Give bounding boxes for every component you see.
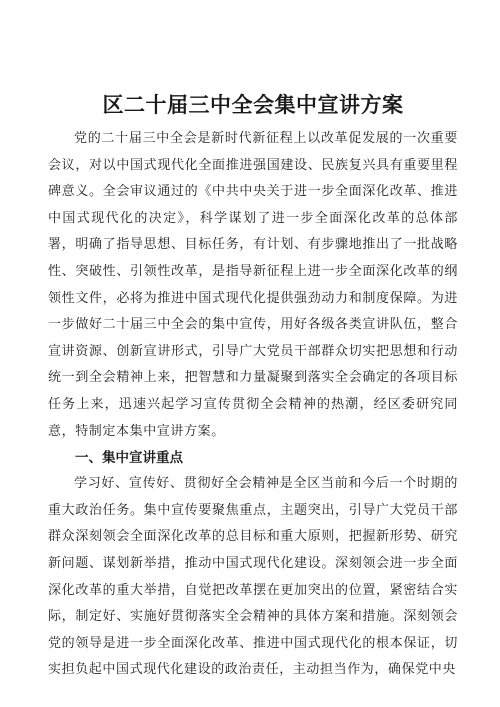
section-heading: 一、集中宣讲重点 xyxy=(75,450,183,467)
document-title: 区二十届三中全会集中宣讲方案 xyxy=(102,93,404,117)
section-paragraph: 学习好、宣传好、贯彻好全会精神是全区当前和今后一个时期的重大政治任务。集中宣传要聚焦重点，主题突出，引导广大党员干部群众深刻领会全面深化改革的总目标和重大原则，把握新形势、研究新问题、谋划新举措，推动中国式现代化建设。深刻领会进一步全面深化改革的重大举措，自觉把改革摆在更加突出的位置，紧密结合实际，制定好、实施好贯彻落实全会精神的具体方案和措施。深刻领会党的领导是进一步全面深化改革、推进中国式现代化的根本保证，切实担负起中国式现代化建设的政治责任，主动担当作为，确保党中央 xyxy=(48,476,458,678)
intro-paragraph: 党的二十届三中全会是新时代新征程上以改革促发展的一次重要会议，对以中国式现代化全面推进强国建设、民族复兴具有重要里程碑意义。全会审议通过的《中共中央关于进一步全面深化改革、推进中国式现代化的决定》，科学谋划了进一步全面深化改革的总体部署，明确了指导思想、目标任务，有计划、有步骤地推出了一批战略性、突破性、引领性改革，是指导新征程上进一步全面深化改革的纲领性文件，必将为推进中国式现代化提供强劲动力和制度保障。为进一步做好二十届三中全会的集中宣传，用好各级各类宣讲队伍，整合宣讲资源、创新宣讲形式，引导广大党员干部群众切实把思想和行动统一到全会精神上来，把智慧和力量凝聚到落实全会确定的各项目标任务上来，迅速兴起学习宣传贯彻全会精神的热潮，经区委研究同意，特制定本集中宣讲方案。 xyxy=(48,131,458,439)
